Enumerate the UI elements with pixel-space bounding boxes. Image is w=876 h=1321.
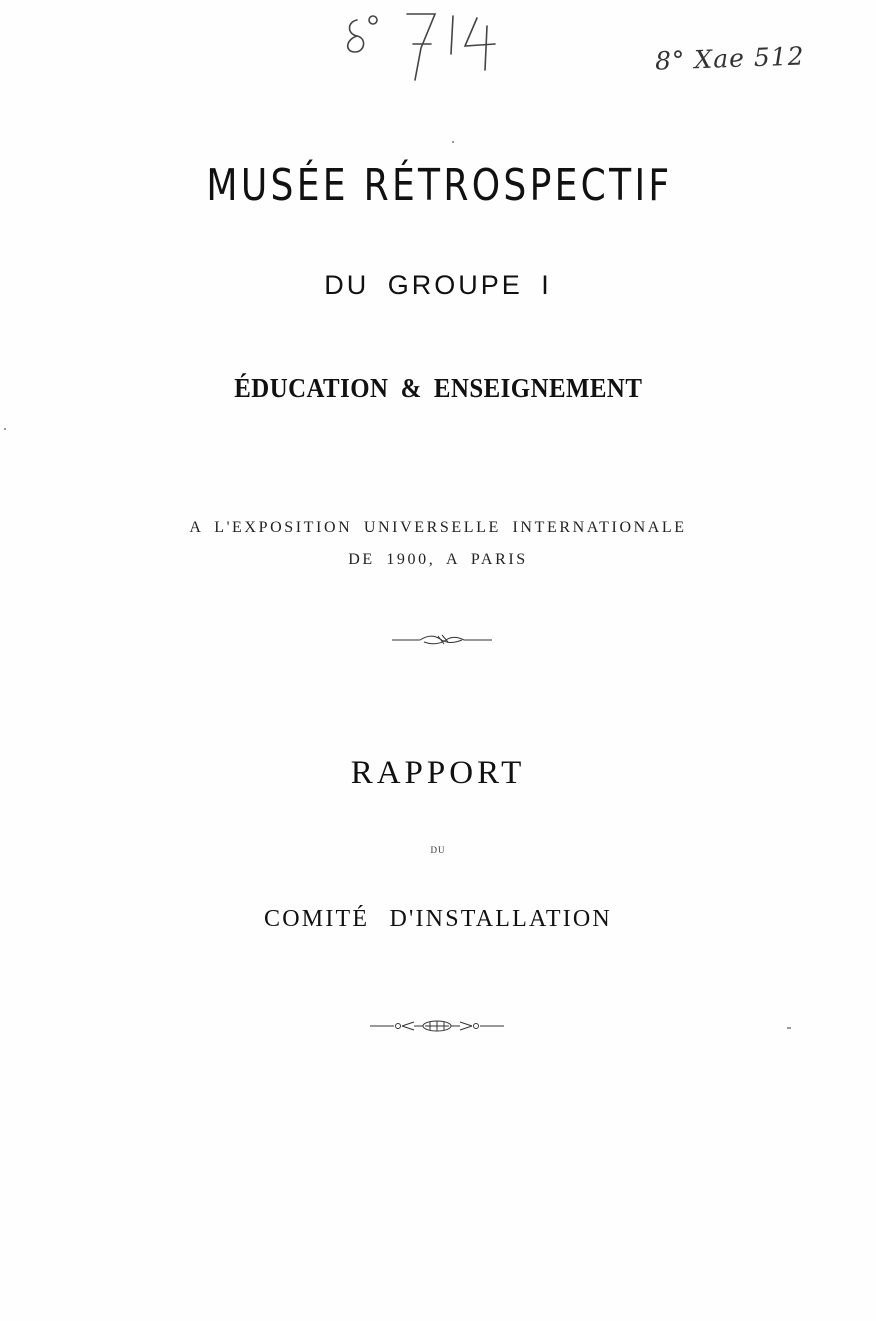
fleuron-ornament-upper: [390, 632, 494, 648]
fleuron-ornament-lower: [368, 1018, 506, 1034]
committee-title: COMITÉ D'INSTALLATION: [264, 906, 612, 932]
group-title: DU GROUPE I: [324, 270, 552, 300]
report-title: RAPPORT: [350, 755, 526, 791]
exposition-line-2: DE 1900, A PARIS: [348, 551, 528, 568]
scan-speck: [4, 428, 6, 430]
shelfmark-annotation: 8° Xae 512: [654, 41, 805, 76]
main-title: MUSÉE RÉTROSPECTIF: [206, 160, 673, 211]
exposition-line-1: A L'EXPOSITION UNIVERSELLE INTERNATIONALE: [189, 519, 687, 536]
report-connector: DU: [430, 845, 446, 855]
scan-speck: [787, 1027, 791, 1029]
scan-speck: [452, 141, 454, 143]
handwritten-catalog-number: [335, 8, 505, 98]
subject-title: ÉDUCATION & ENSEIGNEMENT: [234, 373, 643, 403]
